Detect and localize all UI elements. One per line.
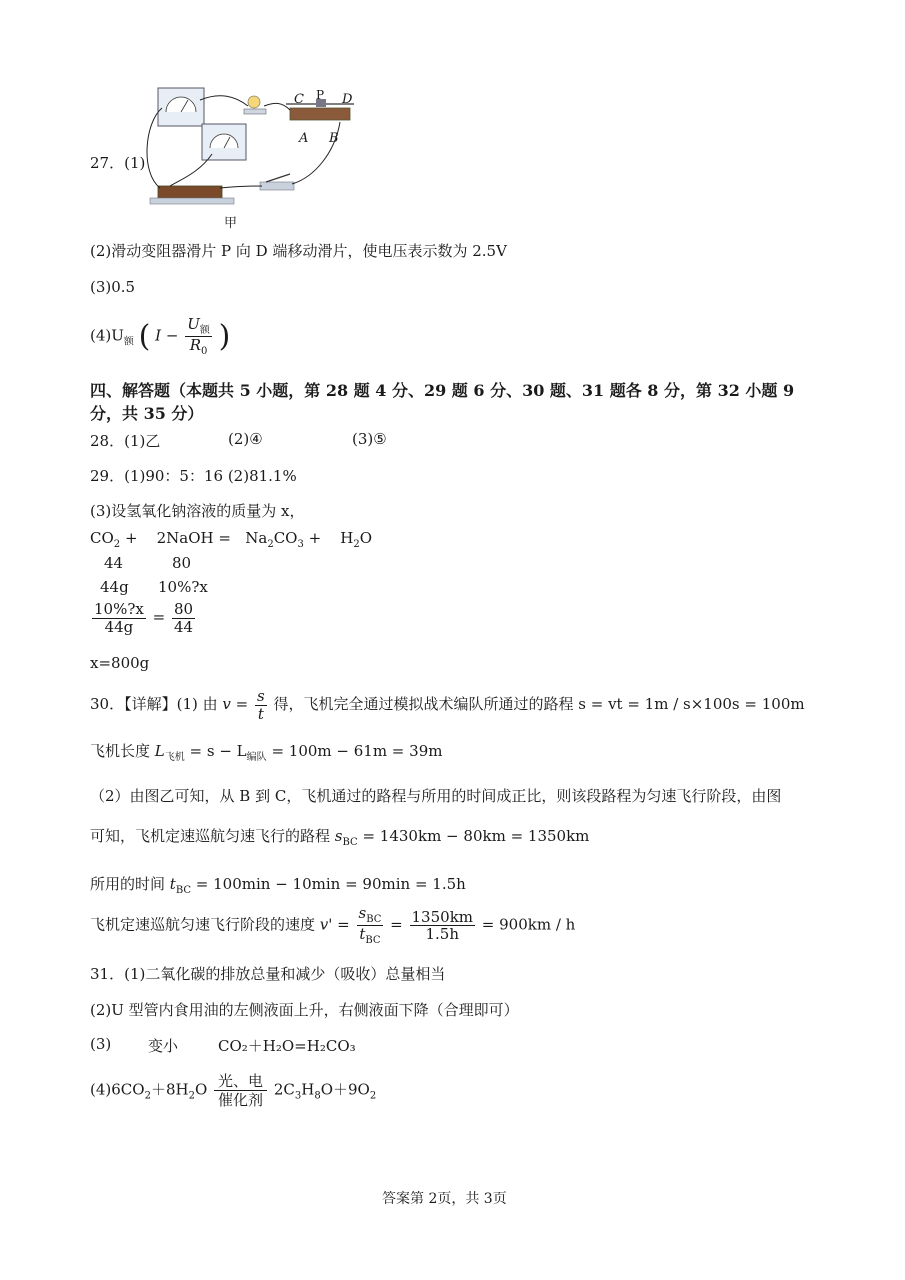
q27-p4-sub: 额 [123, 336, 134, 348]
page-footer: 答案第 2页，共 3页 [382, 1191, 507, 1207]
q30-line4: 可知，飞机定速巡航匀速飞行的路程 $s_{BC} = 1430km - 80km = 1350km$ [90, 827, 590, 848]
q29-mass1: 44 [104, 554, 124, 572]
q29-line1: 29．(1)90：5：16 (2)81.1% [90, 467, 297, 485]
q28-part1: 28．(1)乙 [90, 432, 161, 450]
q31-line3-label: (3) [90, 1035, 112, 1053]
circuit-diagram [140, 82, 370, 232]
q28-part3: (3)⑤ [352, 430, 387, 448]
q27-label: 27．(1) [90, 154, 146, 172]
q29-result: x=800g [90, 654, 150, 672]
q30-line3: （2）由图乙可知，从 B 到 C，飞机通过的路程与所用的时间成正比，则该段路程为匀速飞行阶段，由图 [90, 787, 782, 805]
q27-part3: (3)0.5 [90, 278, 136, 296]
q30-line6: 飞机定速巡航匀速飞行阶段的速度 v' = $\frac{s_{BC}}{t_{BC}}$ = $\frac{1350km}{1.5h}$ = 900km / h [90, 904, 576, 946]
q29-given2: 10%?x [158, 578, 208, 596]
q30-line1: 30．【详解】(1) 由 v = $\frac{s}{t}$ 得，飞机完全通过模拟战术编队所通过的路程 s = vt = 1m / s×100s = 100m [90, 687, 805, 723]
q27-p4-i: I − [155, 326, 179, 345]
q29-equation: $CO_2$ + 2NaOH = $Na_2CO_3$ + $H_2O$ [90, 529, 373, 550]
q31-line3-equation: CO₂＋H₂O=H₂CO₃ [218, 1037, 356, 1055]
q28-part2: (2)④ [228, 430, 263, 448]
q30-line2: 飞机长度 $L_{飞机} = s - L_{编队} = 100m - 61m = 39m$ [90, 742, 443, 763]
q27-p4-prefix: (4)U [90, 326, 124, 345]
fig-label-p: P [316, 88, 325, 102]
q29-line2: (3)设氢氧化钠溶液的质量为 x， [90, 502, 305, 520]
q29-mass2: 80 [172, 554, 192, 572]
q31-line1: 31．(1)二氧化碳的排放总量和减少（吸收）总量相当 [90, 965, 446, 983]
fig-caption: 甲 [224, 216, 238, 231]
q31-line2: (2)U 型管内食用油的左侧液面上升，右侧液面下降（合理即可） [90, 1001, 519, 1019]
q27-p4-fraction: $\frac{U_额}{R_0}$ [187, 315, 210, 357]
fig-label-c: C [294, 92, 304, 107]
q29-given1: 44g [100, 578, 129, 596]
fig-label-b: B [329, 131, 339, 146]
section4-heading-line1: 四、解答题（本题共 5 小题，第 28 题 4 分、29 题 6 分、30 题、31 题各 8 分，第 32 小题 9 [90, 381, 795, 400]
section4-heading-line2: 分，共 35 分） [90, 404, 204, 423]
q29-ratio: $\frac{10\%?x}{44g}$ = $\frac{80}{44}$ [94, 600, 194, 636]
q31-line4: $(4)6CO_2+8H_2O$ 光、电 催化剂 $2C_3H_8O+9O_2$ [90, 1072, 377, 1109]
q31-line3-answer: 变小 [148, 1037, 179, 1055]
fig-label-d: D [342, 92, 353, 107]
fig-label-a: A [299, 131, 309, 146]
q27-part2: (2)滑动变阻器滑片 P 向 D 端移动滑片，使电压表示数为 2.5V [90, 242, 507, 260]
q27-part4: $(4)U_额$ ( I − $\frac{U_额}{R_0}$ ) [90, 315, 231, 357]
q30-line5: 所用的时间 $t_{BC} = 100\min - 10\min = 90\min = 1.5h$ [90, 875, 466, 896]
